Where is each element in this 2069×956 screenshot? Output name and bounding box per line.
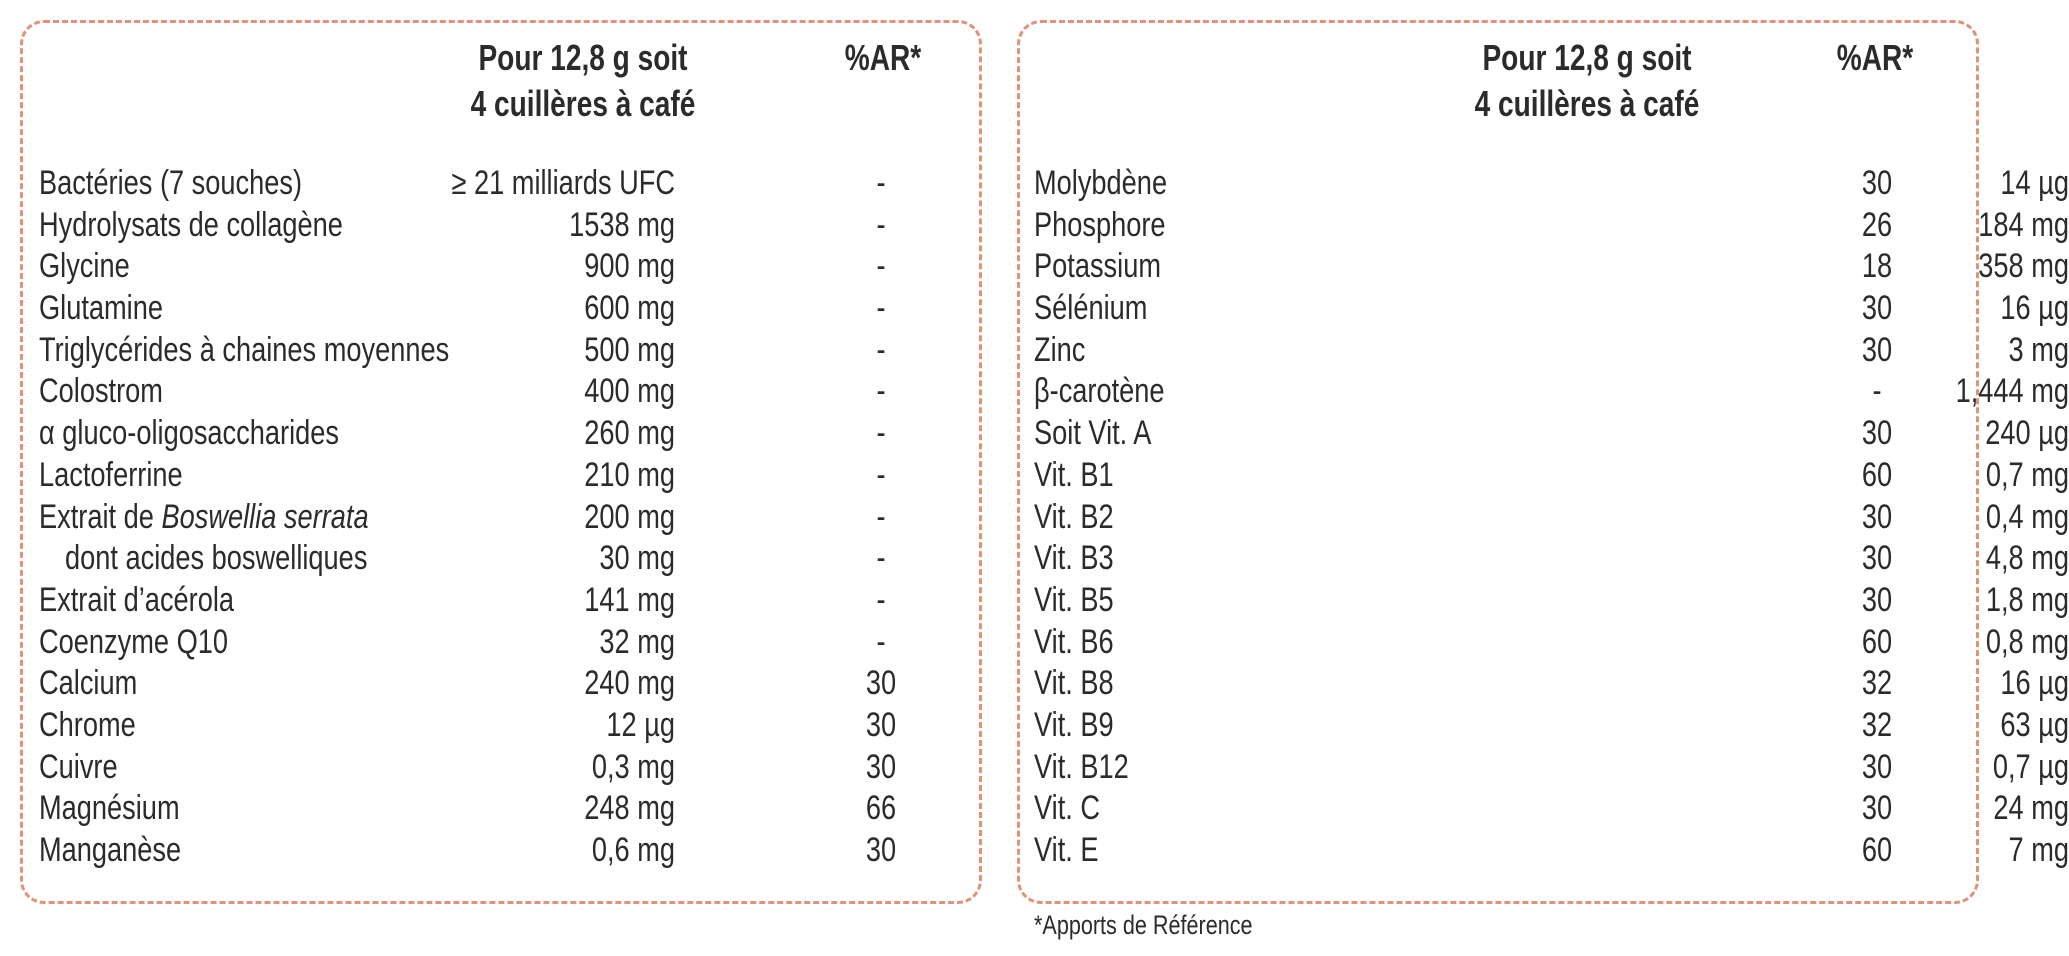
nutrient-ar: -: [1872, 372, 1882, 411]
table-row: [23, 246, 979, 288]
nutrient-amount: 0,7 mg: [1985, 455, 2069, 494]
table-row: [23, 371, 979, 413]
ingredient-name: Coenzyme Q10: [39, 622, 228, 661]
ingredient-amount: 12 µg: [606, 705, 675, 744]
nutrient-name: Vit. E: [1034, 831, 1099, 869]
ingredient-ar: -: [876, 455, 886, 494]
nutrient-amount: 14 µg: [2000, 164, 2069, 202]
reference-footnote: *Apports de Référence: [1034, 910, 1253, 940]
ingredient-amount: 400 mg: [584, 372, 675, 411]
nutrient-name: Vit. B5: [1034, 580, 1114, 619]
ingredient-name: Lactoferrine: [39, 455, 183, 494]
ingredient-amount: 248 mg: [584, 789, 675, 828]
ingredient-name: Hydrolysats de collagène: [39, 205, 343, 244]
ingredient-ar: -: [876, 580, 886, 619]
table-row: [23, 830, 979, 872]
table-row: [23, 330, 979, 372]
nutrient-amount: 184 mg: [1978, 205, 2069, 244]
ingredient-amount: 240 mg: [584, 664, 675, 703]
ingredient-name-italic: Boswellia serrata: [161, 497, 369, 536]
table-rows: [23, 163, 979, 872]
table-row: [23, 455, 979, 497]
ingredient-ar: -: [876, 414, 886, 453]
ingredient-amount: ≥ 21 milliards UFC: [451, 164, 675, 202]
ingredient-ar: 66: [865, 789, 897, 828]
ingredient-amount: 200 mg: [584, 497, 675, 536]
table-row: [23, 622, 979, 664]
nutrition-table-left: [20, 20, 982, 904]
nutrient-ar: 30: [1861, 164, 1893, 202]
nutrient-ar: 60: [1861, 622, 1893, 661]
table-row: [23, 538, 979, 580]
nutrient-amount: 0,4 mg: [1985, 497, 2069, 536]
ingredient-amount: 260 mg: [584, 414, 675, 453]
table-row: [1020, 622, 2069, 664]
nutrition-table-right: [1017, 20, 2069, 904]
nutrient-name: Vit. B2: [1034, 497, 1114, 536]
table-row: [23, 413, 979, 455]
ingredient-name: Extrait d’acérola: [39, 580, 235, 619]
nutrient-ar: 30: [1861, 539, 1893, 578]
nutrient-ar: 30: [1861, 789, 1893, 828]
amount-header-line2: 4 cuillères à café: [470, 83, 696, 124]
ar-column-header: %AR*: [1836, 37, 1914, 78]
nutrient-ar: 30: [1861, 289, 1893, 328]
nutrient-name: Vit. B3: [1034, 539, 1114, 578]
ingredient-ar: -: [876, 164, 886, 202]
nutrient-name: Phosphore: [1034, 205, 1166, 244]
table-row: [1020, 163, 2069, 205]
amount-column-header: [1431, 35, 1743, 127]
nutrient-amount: 24 mg: [1993, 789, 2069, 828]
table-row: [23, 580, 979, 622]
ingredient-name: Chrome: [39, 705, 136, 744]
ingredient-ar: -: [876, 622, 886, 661]
nutrient-amount: 16 µg: [2000, 289, 2069, 328]
table-row: [1020, 663, 2069, 705]
nutrient-name: Potassium: [1034, 247, 1161, 286]
nutrient-name: Soit Vit. A: [1034, 414, 1152, 453]
amount-column-header: [427, 35, 739, 127]
table-row: [1020, 747, 2069, 789]
ingredient-name: Colostrom: [39, 372, 163, 411]
nutrient-amount: 1,8 mg: [1985, 580, 2069, 619]
table-row: [1020, 830, 2069, 872]
table-row: [1020, 205, 2069, 247]
nutrient-amount: 0,7 µg: [1992, 747, 2069, 786]
nutrient-name: Vit. B1: [1034, 455, 1114, 494]
nutrient-amount: 63 µg: [2000, 705, 2069, 744]
nutrient-name: Vit. B6: [1034, 622, 1114, 661]
ingredient-ar: -: [876, 247, 886, 286]
table-row: [1020, 788, 2069, 830]
ingredient-name: Calcium: [39, 664, 138, 703]
ingredient-ar: -: [876, 205, 886, 244]
amount-header-line1: Pour 12,8 g soit: [1482, 37, 1692, 78]
ingredient-name: Glutamine: [39, 289, 163, 328]
ingredient-amount: 32 mg: [599, 622, 675, 661]
ingredient-ar: -: [876, 372, 886, 411]
nutrient-ar: 30: [1861, 414, 1893, 453]
ingredient-amount: 0,3 mg: [591, 747, 675, 786]
nutrient-name: Vit. C: [1034, 789, 1101, 828]
table-row: [23, 663, 979, 705]
ingredient-name-prefix: Extrait de: [39, 497, 162, 536]
ingredient-name: Bactéries (7 souches): [39, 164, 303, 202]
nutrient-ar: 26: [1861, 205, 1893, 244]
table-row: [1020, 371, 2069, 413]
ingredient-ar: 30: [865, 705, 897, 744]
table-row: [23, 163, 979, 205]
nutrient-amount: 4,8 mg: [1985, 539, 2069, 578]
nutrient-ar: 32: [1861, 664, 1893, 703]
nutrient-ar: 18: [1861, 247, 1893, 286]
nutrient-name: Vit. B8: [1034, 664, 1114, 703]
ingredient-name: Glycine: [39, 247, 130, 286]
table-row: [23, 497, 979, 539]
ingredient-amount: 30 mg: [599, 539, 675, 578]
table-row: [23, 288, 979, 330]
ingredient-name: Cuivre: [39, 747, 118, 786]
nutrient-ar: 30: [1861, 747, 1893, 786]
ingredient-name: α gluco-oligosaccharides: [39, 414, 339, 453]
nutrient-ar: 30: [1861, 580, 1893, 619]
table-row: [1020, 497, 2069, 539]
ingredient-ar: -: [876, 539, 886, 578]
ingredient-amount: 141 mg: [584, 580, 675, 619]
ingredient-ar: 30: [865, 664, 897, 703]
nutrient-amount: 3 mg: [2008, 330, 2069, 369]
ingredient-ar: -: [876, 330, 886, 369]
ingredient-amount: 600 mg: [584, 289, 675, 328]
ingredient-amount: 500 mg: [584, 330, 675, 369]
nutrient-amount: 1,444 mg: [1955, 372, 2069, 411]
table-row: [23, 788, 979, 830]
table-row: [23, 205, 979, 247]
nutrient-name: Molybdène: [1034, 164, 1168, 202]
nutrient-name: Zinc: [1034, 330, 1086, 369]
nutrient-name: Vit. B9: [1034, 705, 1114, 744]
amount-header-line1: Pour 12,8 g soit: [478, 37, 688, 78]
nutrient-ar: 60: [1861, 831, 1893, 869]
nutrient-ar: 30: [1861, 497, 1893, 536]
table-row: [1020, 705, 2069, 747]
ar-column-header: %AR*: [844, 37, 922, 78]
ingredient-ar: 30: [865, 747, 897, 786]
table-rows: [1020, 163, 2069, 872]
nutrient-name: Sélénium: [1034, 289, 1148, 328]
nutrient-ar: 30: [1861, 330, 1893, 369]
nutrient-ar: 60: [1861, 455, 1893, 494]
nutrient-amount: 0,8 mg: [1985, 622, 2069, 661]
ingredient-amount: 1538 mg: [569, 205, 675, 244]
ingredient-ar: -: [876, 289, 886, 328]
ingredient-name: Triglycérides à chaines moyennes: [39, 330, 450, 369]
table-row: [1020, 538, 2069, 580]
table-row: [1020, 330, 2069, 372]
table-row: [1020, 455, 2069, 497]
ingredient-ar: 30: [865, 831, 897, 869]
table-row: [23, 705, 979, 747]
nutrient-amount: 240 µg: [1985, 414, 2069, 453]
ingredient-amount: 900 mg: [584, 247, 675, 286]
nutrient-amount: 358 mg: [1978, 247, 2069, 286]
nutrient-name: Vit. B12: [1034, 747, 1129, 786]
ingredient-name: Magnésium: [39, 789, 180, 828]
amount-header-line2: 4 cuillères à café: [1474, 83, 1700, 124]
nutrient-amount: 16 µg: [2000, 664, 2069, 703]
table-row: [1020, 288, 2069, 330]
ingredient-name: dont acides boswelliques: [65, 539, 368, 578]
table-row: [1020, 246, 2069, 288]
ingredient-ar: -: [876, 497, 886, 536]
ingredient-amount: 210 mg: [584, 455, 675, 494]
ingredient-name: Manganèse: [39, 831, 182, 869]
table-row: [1020, 413, 2069, 455]
table-row: [23, 747, 979, 789]
table-row: [1020, 580, 2069, 622]
ingredient-amount: 0,6 mg: [591, 831, 675, 869]
nutrient-ar: 32: [1861, 705, 1893, 744]
nutrient-name: β-carotène: [1034, 372, 1165, 411]
nutrient-amount: 7 mg: [2008, 831, 2069, 869]
